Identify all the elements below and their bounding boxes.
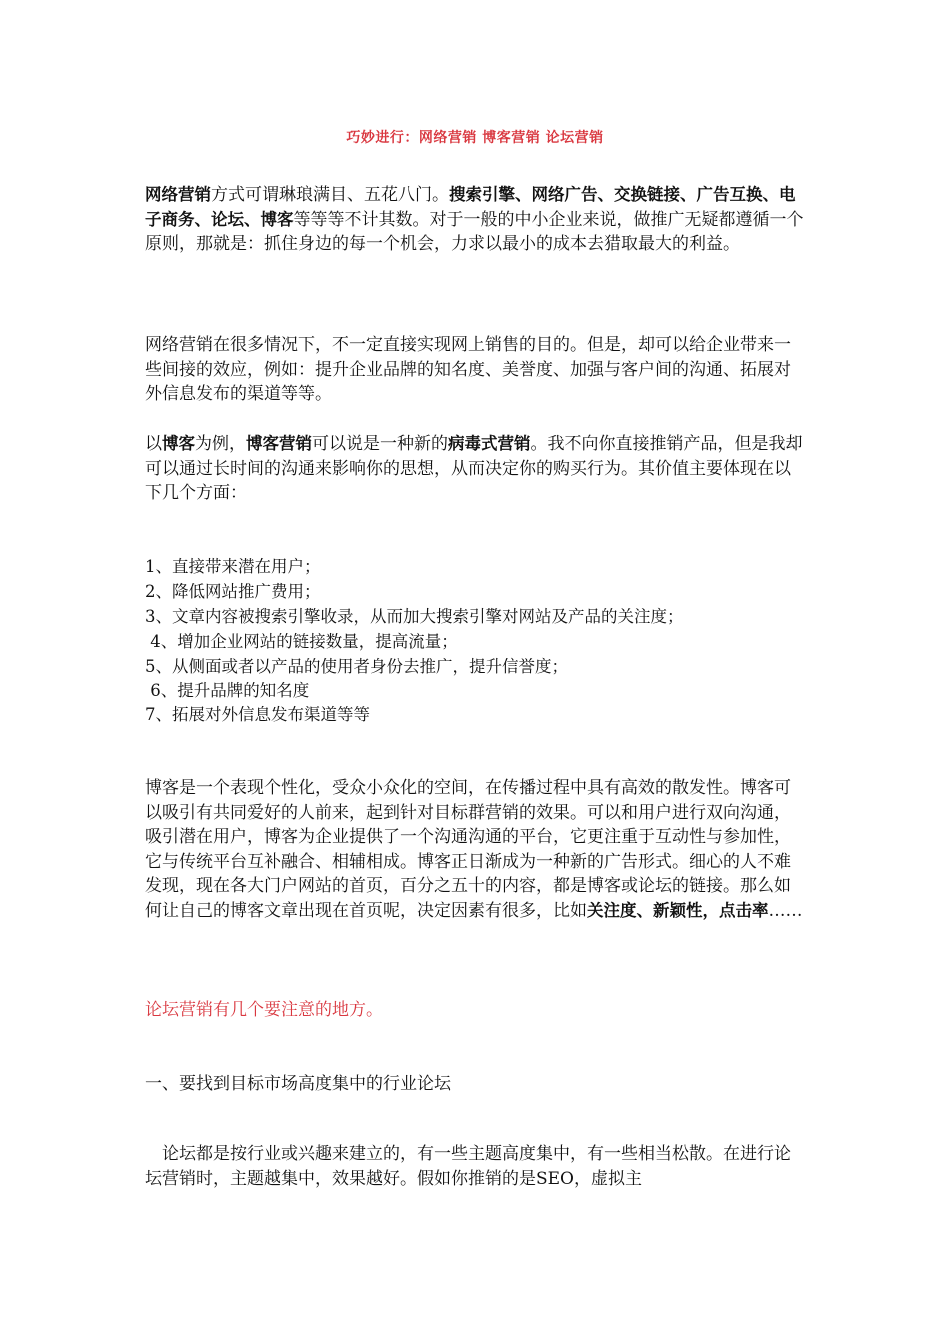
paragraph-intro: 网络营销方式可谓琳琅满目、五花八门。搜索引擎、网络广告、交换链接、广告互换、电子商务、论坛、博客等等等不计其数。对于一般的中小企业来说，做推广无疑都遵循一个原则，那就是：抓住身边的每一个机会，力求以最小的成本去猎取最大的利益。 (145, 185, 804, 255)
list-item: 5、从侧面或者以产品的使用者身份去推广，提升信誉度； (145, 657, 568, 676)
list-item: 7、拓展对外信息发布渠道等等 (145, 705, 370, 724)
forum-section-heading: 论坛营销有几个要注意的地方。 (145, 1000, 383, 1020)
bold-term: 博客营销 (246, 434, 312, 453)
paragraph-indirect-effects: 网络营销在很多情况下，不一定直接实现网上销售的目的。但是，却可以给企业带来一些间接的效应，例如：提升企业品牌的知名度、美誉度、加强与客户间的沟通、拓展对外信息发布的渠道等等。 (145, 335, 791, 405)
list-item: 6、提升品牌的知名度 (145, 681, 310, 700)
bold-term: 搜索引擎、网络广告、交换链接、广告互换、电子商务、论坛、博客 (145, 185, 796, 229)
bold-term: 博客 (162, 434, 195, 453)
list-item: 3、文章内容被搜索引擎收录，从而加大搜索引擎对网站及产品的关注度； (145, 607, 684, 626)
bold-term: 病毒式营销 (448, 434, 531, 453)
paragraph-blog-example: 以博客为例，博客营销可以说是一种新的病毒式营销。我不向你直接推销产品，但是我却可以通过长时间的沟通来影响你的思想，从而决定你的购买行为。其价值主要体现在以下几个方面： (145, 434, 803, 504)
paragraph-blog-value: 博客是一个表现个性化，受众小众化的空间，在传播过程中具有高效的散发性。博客可以吸引有共同爱好的人前来，起到针对目标群营销的效果。可以和用户进行双向沟通，吸引潜在用户，博客为企业提供了一个沟通沟通的平台，它更注重于互动性与参加性，它与传统平台互补融合、相辅相成。博客正日渐成为一种新的广告形式。细心的人不难发现，现在各大门户网站的首页，百分之五十的内容，都是博客或论坛的链接。那么如何让自己的博客文章出现在首页呢，决定因素有很多，比如关注度、新颖性，点击率…… (145, 778, 803, 921)
list-item: 2、降低网站推广费用； (145, 582, 321, 601)
bold-term: 关注度、新颖性，点击率 (587, 900, 769, 920)
paragraph-forum-detail: 论坛都是按行业或兴趣来建立的，有一些主题高度集中，有一些相当松散。在进行论坛营销时，主题越集中，效果越好。假如你推销的是SEO，虚拟主 (145, 1144, 791, 1189)
bold-term: 网络营销 (145, 185, 211, 204)
document-title: 巧妙进行：网络营销 博客营销 论坛营销 (346, 130, 604, 146)
list-item: 1、直接带来潜在用户； (145, 557, 321, 576)
forum-point-one-heading: 一、要找到目标市场高度集中的行业论坛 (145, 1074, 451, 1094)
list-item: 4、增加企业网站的链接数量，提高流量； (145, 632, 458, 651)
